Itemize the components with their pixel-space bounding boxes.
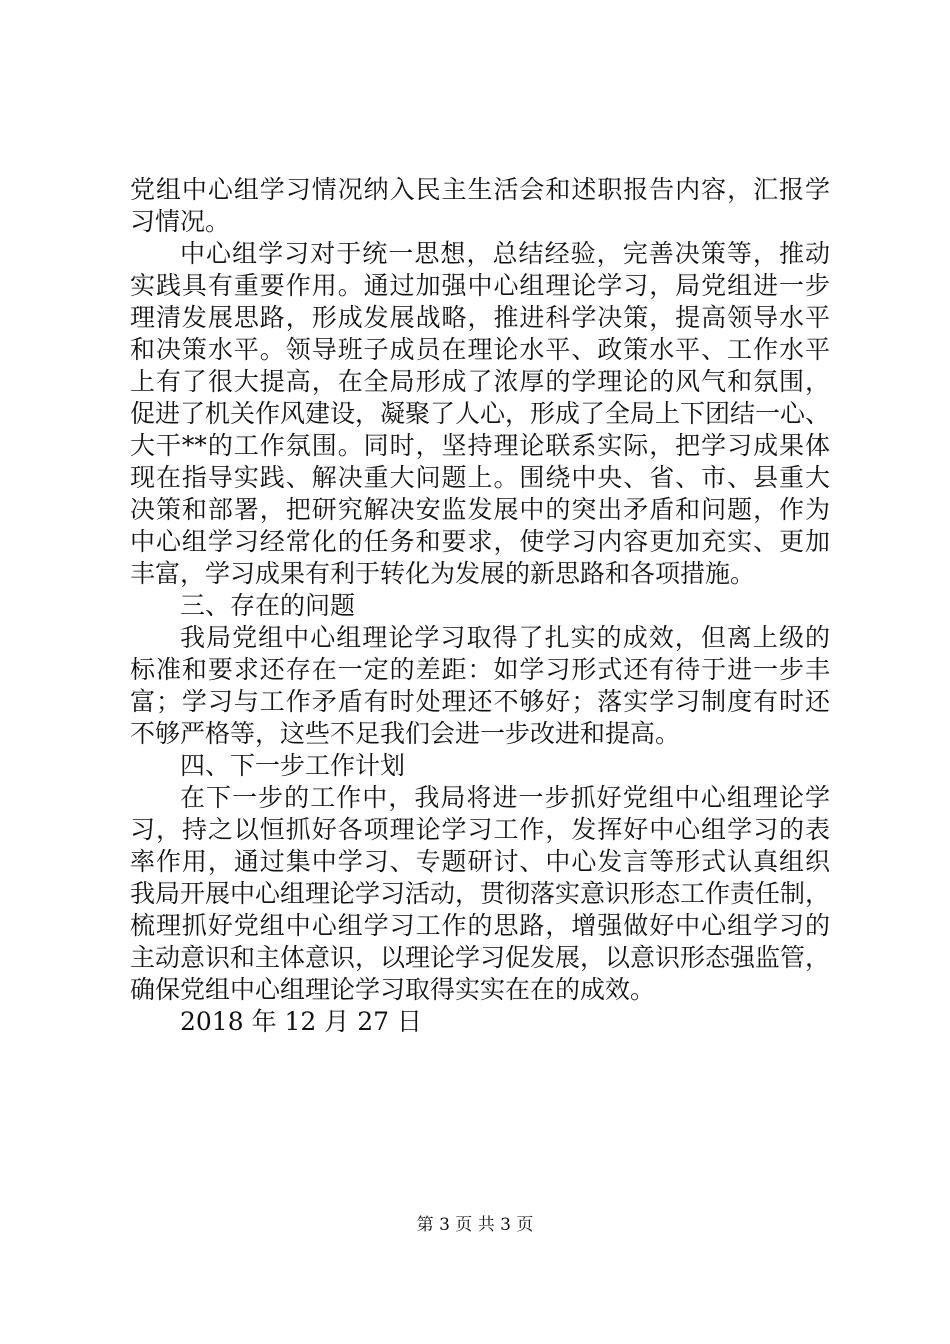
text-line: 上有了很大提高，在全局形成了浓厚的学理论的风气和氛围， — [130, 367, 830, 396]
text-line: 在下一步的工作中，我局将进一步抓好党组中心组理论学 — [180, 783, 830, 812]
document-body — [130, 174, 830, 1038]
section-heading-next-steps: 四、下一步工作计划 — [180, 751, 406, 780]
text-line: 标准和要求还存在一定的差距：如学习形式还有待于进一步丰 — [130, 655, 830, 684]
paragraph-problems — [130, 622, 830, 750]
text-line: 习情况。 — [130, 207, 231, 236]
text-line: 梳理抓好党组中心组学习工作的思路，增强做好中心组学习的 — [130, 911, 830, 940]
text-line: 习，持之以恒抓好各项理论学习工作，发挥好中心组学习的表 — [130, 815, 830, 844]
paragraph-continuation — [130, 174, 830, 238]
page-number-footer: 第 3 页 共 3 页 — [416, 1215, 534, 1235]
text-line: 理清发展思路，形成发展战略，推进科学决策，提高领导水平 — [130, 303, 830, 332]
text-line: 现在指导实践、解决重大问题上。围绕中央、省、市、县重大 — [130, 463, 830, 492]
text-line: 率作用，通过集中学习、专题研讨、中心发言等形式认真组织 — [130, 847, 830, 876]
text-line: 丰富，学习成果有利于转化为发展的新思路和各项措施。 — [130, 559, 756, 588]
text-line: 决策和部署，把研究解决安监发展中的突出矛盾和问题，作为 — [130, 495, 830, 524]
text-line: 党组中心组学习情况纳入民主生活会和述职报告内容，汇报学 — [130, 175, 830, 204]
text-line: 确保党组中心组理论学习取得实实在在的成效。 — [130, 975, 656, 1004]
text-line: 中心组学习对于统一思想，总结经验，完善决策等，推动 — [180, 239, 830, 268]
text-line: 大干**的工作氛围。同时，坚持理论联系实际，把学习成果体 — [130, 431, 830, 460]
text-line: 主动意识和主体意识，以理论学习促发展，以意识形态强监管， — [130, 943, 831, 972]
text-line: 促进了机关作风建设，凝聚了人心，形成了全局上下团结一心、 — [130, 399, 831, 428]
text-line: 不够严格等，这些不足我们会进一步改进和提高。 — [130, 719, 681, 748]
text-line: 实践具有重要作用。通过加强中心组理论学习，局党组进一步 — [130, 271, 830, 300]
text-line: 中心组学习经常化的任务和要求，使学习内容更加充实、更加 — [130, 527, 830, 556]
section-heading-problems: 三、存在的问题 — [180, 591, 356, 620]
text-line: 富；学习与工作矛盾有时处理还不够好；落实学习制度有时还 — [130, 687, 830, 716]
document-date: 2018 年 12 月 27 日 — [180, 1007, 422, 1036]
paragraph-achievements — [130, 238, 830, 590]
paragraph-next-steps — [130, 782, 830, 1006]
text-line: 我局党组中心组理论学习取得了扎实的成效，但离上级的 — [180, 623, 830, 652]
text-line: 我局开展中心组理论学习活动，贯彻落实意识形态工作责任制， — [130, 879, 831, 908]
text-line: 和决策水平。领导班子成员在理论水平、政策水平、工作水平 — [130, 335, 830, 364]
